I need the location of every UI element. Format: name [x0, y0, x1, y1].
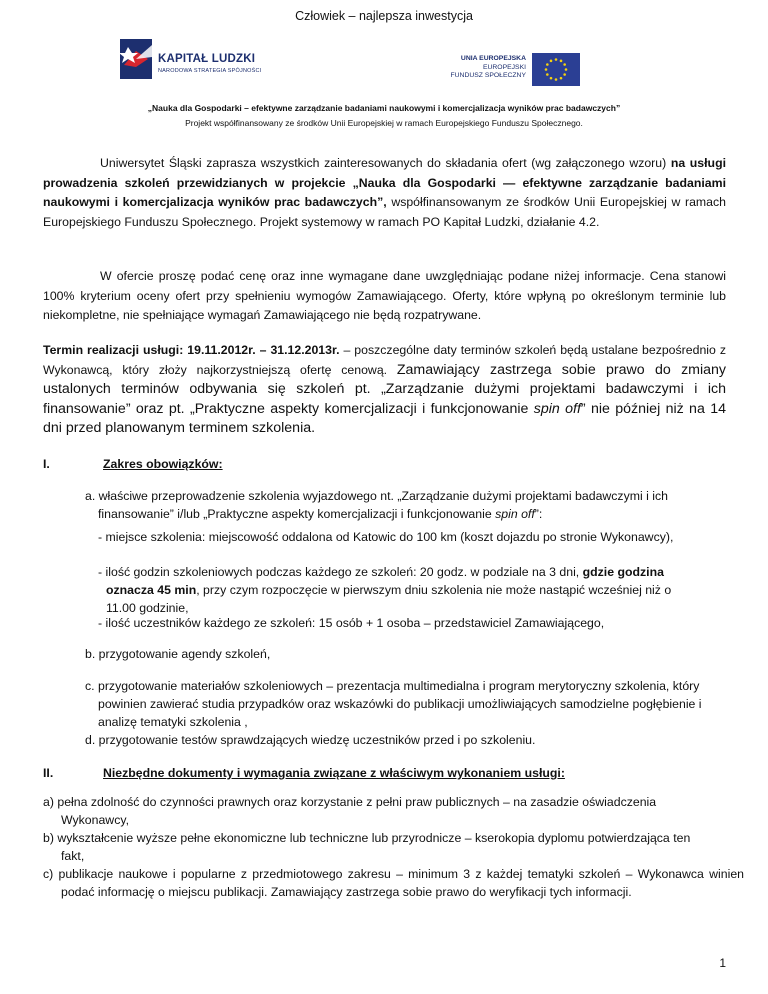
section-1-title: Zakres obowiązków: [103, 457, 223, 471]
eu-star-icon [550, 60, 553, 63]
eu-flag-icon [532, 53, 580, 86]
eu-logo [430, 53, 580, 91]
kapital-ludzki-name: KAPITAŁ LUDZKI [158, 53, 256, 65]
eu-line-3: FUNDUSZ SPOŁECZNY [450, 72, 526, 79]
section-2-item-b: b) wykształcenie wyższe pełne ekonomiczne lub techniczne lub przyrodnicze – kserokopia dyplomu potwierdzająca ten fakt, [43, 831, 691, 863]
section-2-number: II. [43, 766, 54, 780]
section-2-item-a: a) pełna zdolność do czynności prawnych oraz korzystanie z pełni praw publicznych – na zasadzie oświadczenia Wykonawcy, [43, 795, 657, 827]
eu-line-1: UNIA EUROPEJSKA [460, 55, 526, 62]
intro-paragraph-2: W ofercie proszę podać cenę oraz inne wymagane dane uwzględniając podane niżej informacje. Cena stanowi 100% kryterium oceny ofert przy spełnieniu wymogów Zamawiającego. Oferty, które wpłyną po określonym terminie lub niekompletne, nie spełniające wymagań Zamawiającego nie będą rozpatrywane. [43, 269, 726, 322]
eu-star-icon [560, 60, 563, 63]
project-subtitle: Projekt współfinansowany ze środków Unii Europejskiej w ramach Europejskiego Funduszu Społecznego. [185, 118, 583, 128]
eu-star-icon [555, 58, 558, 61]
eu-star-icon [546, 73, 549, 76]
kapital-ludzki-subtitle: NARODOWA STRATEGIA SPÓJNOŚCI [158, 68, 262, 74]
page-number: 1 [719, 956, 726, 970]
eu-star-icon [565, 68, 568, 71]
eu-logo-text [450, 55, 526, 81]
eu-star-icon [550, 77, 553, 80]
kapital-ludzki-emblem-icon [118, 37, 154, 81]
section-1-item-d: d. przygotowanie testów sprawdzających wiedzę uczestników przed i po szkoleniu. [85, 733, 536, 747]
section-1-detail-3: - ilość uczestników każdego ze szkoleń: 15 osób + 1 osoba – przedstawiciel Zamawiającego, [98, 616, 605, 630]
section-2-item-c: c) publikacje naukowe i popularne z przedmiotowego zakresu – minimum 3 z każdej tematyki szkoleń – Wykonawca winien podać informację o miejscu publikacji. Zamawiający zastrzega sobie prawo do weryfikacji tych informacji. [43, 867, 744, 899]
eu-star-icon [546, 63, 549, 66]
project-title: „Nauka dla Gospodarki – efektywne zarządzanie badaniami naukowymi i komercjalizacja wyników prac badawczych” [147, 103, 621, 113]
section-2-title: Niezbędne dokumenty i wymagania związane z właściwym wykonaniem usługi: [103, 766, 565, 780]
eu-star-icon [545, 68, 548, 71]
eu-star-icon [563, 63, 566, 66]
section-1-detail-2: - ilość godzin szkoleniowych podczas każdego ze szkoleń: 20 godz. w podziale na 3 dni, gdzie godzina oznacza 45 min, przy czym rozpoczęcie w pierwszym dniu szkolenia nie może nastąpić wcześniej niż o 11.00 godzinie, [98, 565, 672, 615]
intro-paragraph-3: Termin realizacji usługi: 19.11.2012r. – 31.12.2013r. – poszczególne daty terminów szkoleń będą ustalane bezpośrednio z Wykonawcą, który złoży najkorzystniejszą ofertę cenową. Zamawiający zastrzega sobie prawo do zmiany ustalonych terminów odbywania się szkoleń pt. „Zarządzanie dużymi projektami badawczymi i ich finansowanie” oraz pt. „Praktyczne aspekty komercjalizacji i funkcjonowanie spin off” nie później niż na 14 dni przed planowanym terminem szkolenia. [43, 343, 727, 436]
section-1-detail-1: - miejsce szkolenia: miejscowość oddalona od Katowic do 100 km (koszt dojazdu po stronie Wykonawcy), [98, 530, 674, 544]
section-1-item-b: b. przygotowanie agendy szkoleń, [85, 647, 271, 661]
eu-star-icon [563, 73, 566, 76]
section-1-item-a: a. właściwe przeprowadzenie szkolenia wyjazdowego nt. „Zarządzanie dużymi projektami badawczymi i ich finansowanie” i/lub „Praktyczne aspekty komercjalizacji i funkcjonowanie spin off”: [85, 489, 668, 521]
eu-star-icon [560, 77, 563, 80]
section-1-number: I. [43, 457, 50, 471]
eu-star-icon [555, 78, 558, 81]
eu-line-2: EUROPEJSKI [482, 63, 526, 71]
kapital-ludzki-logo [118, 37, 308, 83]
running-header: Człowiek – najlepsza inwestycja [295, 9, 473, 23]
section-1-item-c: c. przygotowanie materiałów szkoleniowych – prezentacja multimedialna i program merytoryczny szkolenia, który powinien zawierać studia przypadków oraz wskazówki do publikacji umożliwiających samodzielne pogłębienie i analizę tematyki szkolenia , [85, 679, 702, 729]
intro-paragraph-1: Uniwersytet Śląski zaprasza wszystkich zainteresowanych do składania ofert (wg załączonego wzoru) na usługi prowadzenia szkoleń przewidzianych w projekcie „Nauka dla Gospodarki — efektywne zarządzanie badaniami naukowymi i komercjalizacja wyników prac badawczych”, współfinansowanym ze środków Unii Europejskiej w ramach Europejskiego Funduszu Społecznego. Projekt systemowy w ramach PO Kapitał Ludzki, działanie 4.2. [43, 156, 726, 229]
